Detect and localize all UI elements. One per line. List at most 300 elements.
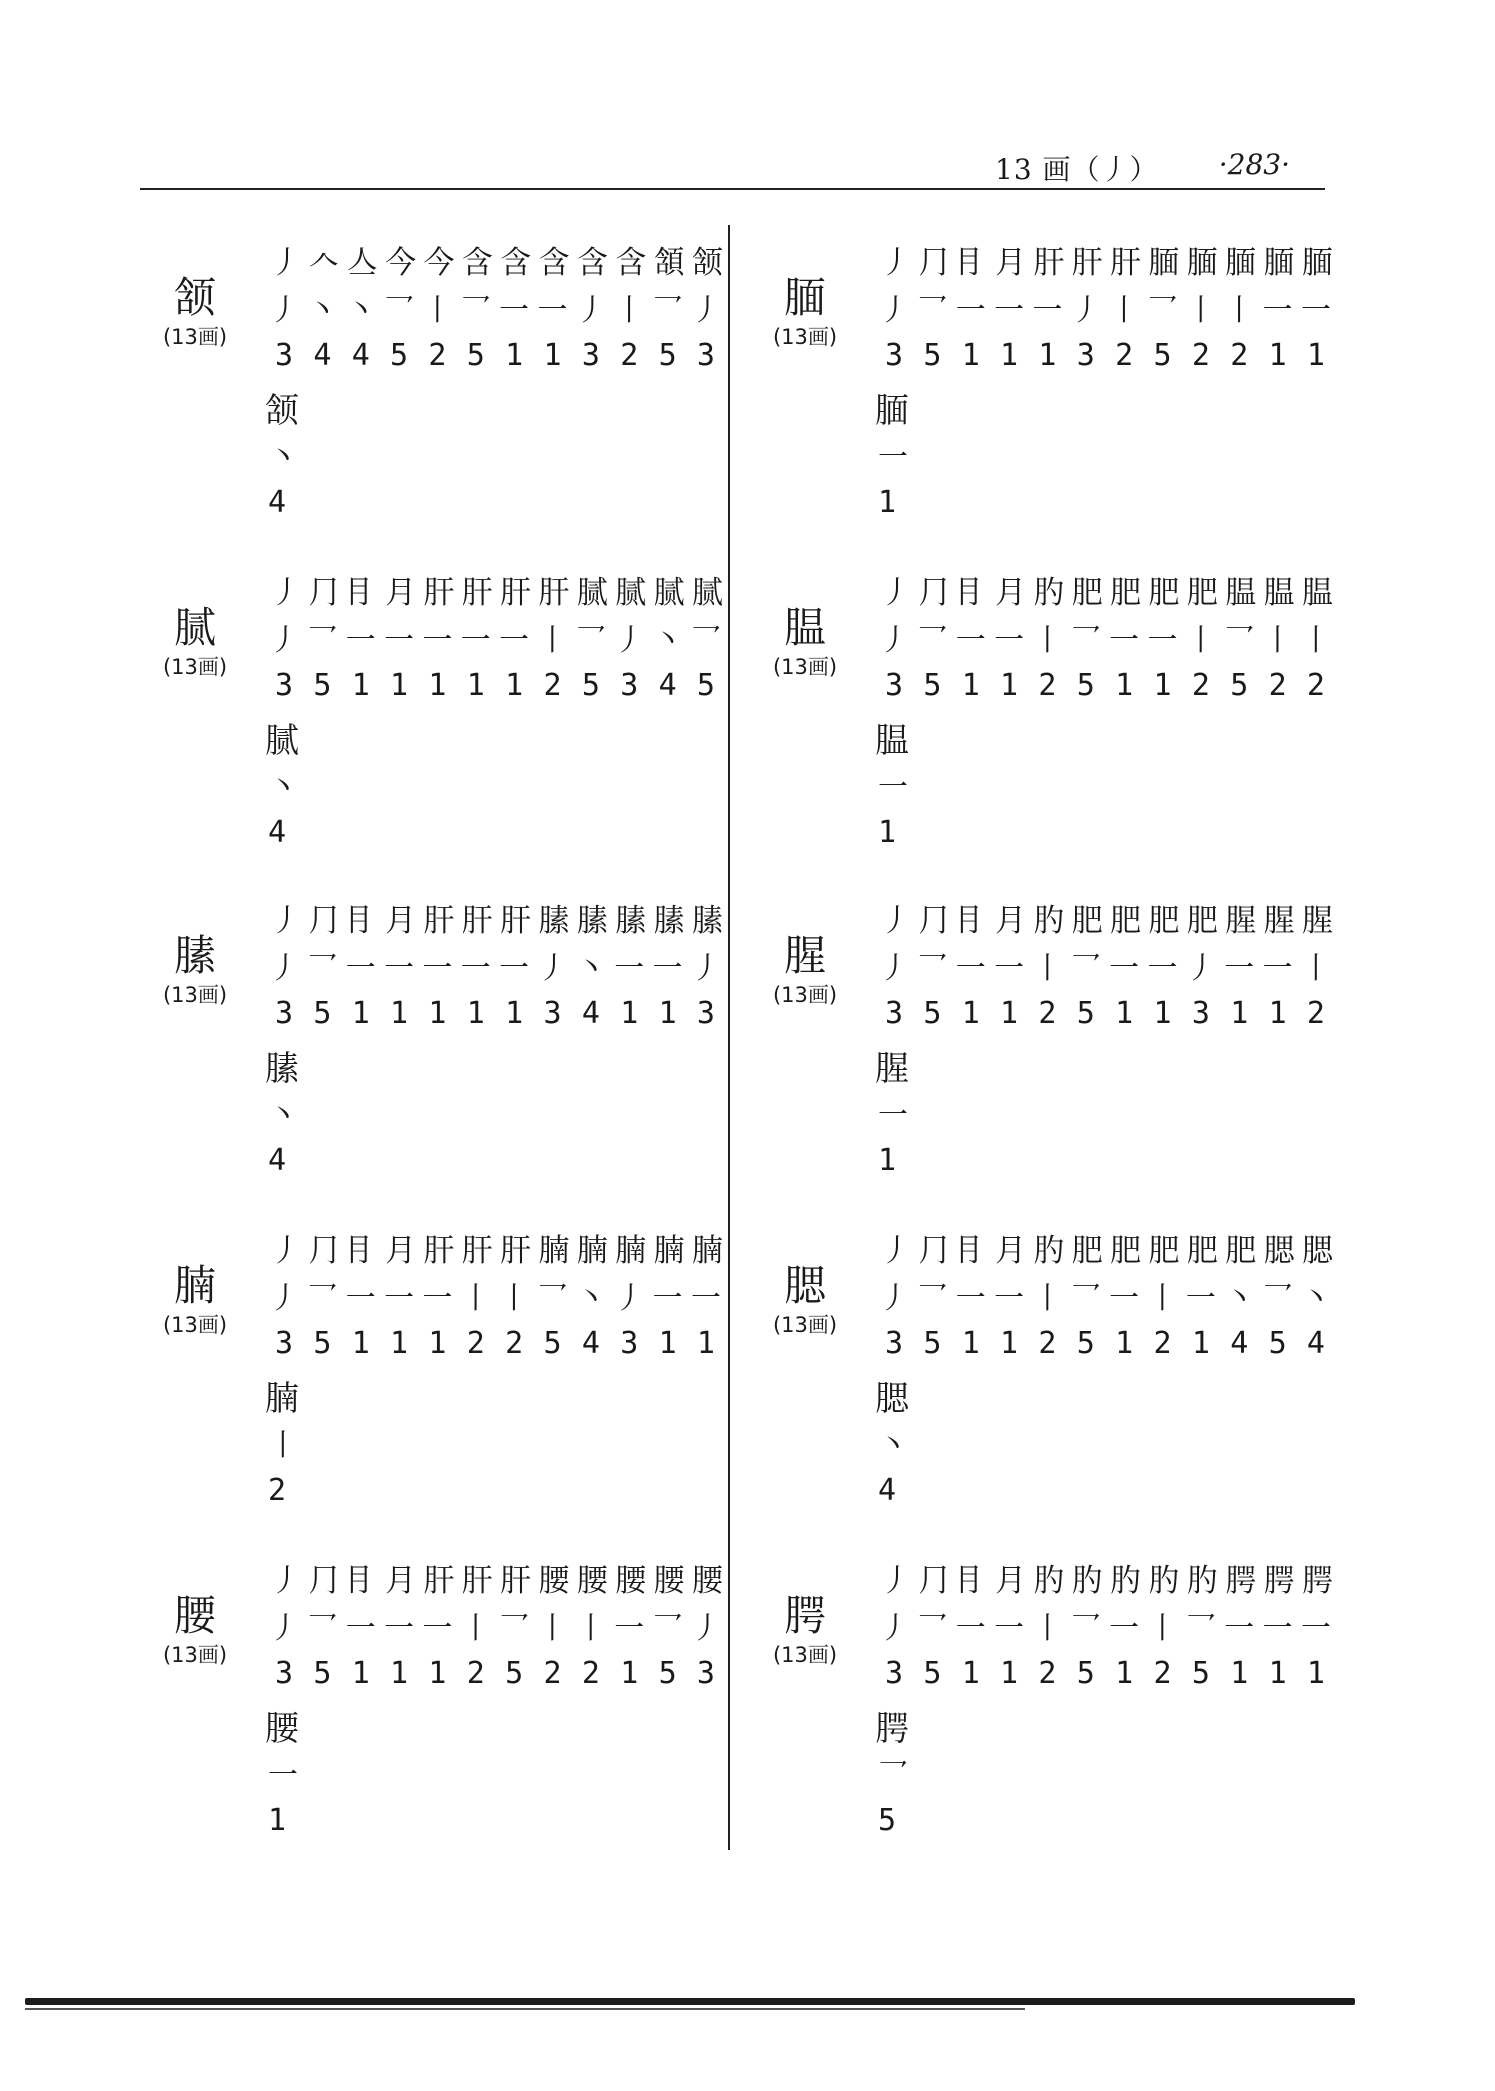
stroke-numbers-cell: 1 — [1153, 996, 1172, 1031]
stroke-shapes-cell: 丿 — [1185, 951, 1216, 986]
stroke-sequence-cell: 肝 — [500, 903, 529, 939]
stroke-shapes-cell: 一 — [652, 1281, 683, 1316]
stroke-shapes-cell: 乛 — [690, 623, 721, 658]
stroke-count-note: (13画) — [162, 325, 228, 349]
stroke-shapes-cell: 丿 — [269, 293, 299, 328]
stroke-numbers-cell: 2 — [428, 338, 447, 373]
stroke-shapes-cell: 乛 — [1147, 293, 1178, 328]
stroke-numbers-cell: 2 — [1306, 668, 1325, 703]
stroke-numbers-cell: 3 — [274, 668, 294, 703]
stroke-shapes-cell: 一 — [345, 623, 376, 658]
stroke-shapes-cell: 乛 — [1070, 951, 1101, 986]
stroke-sequence-cell: 腥 — [1263, 903, 1292, 939]
final-stroke-shape: 丶 — [268, 770, 298, 805]
stroke-numbers — [875, 668, 1335, 703]
stroke-sequence-cell: ⺆ — [918, 903, 947, 939]
stroke-sequence-cell: 月 — [385, 903, 414, 939]
stroke-sequence-cell: 腰 — [615, 1563, 644, 1599]
stroke-shapes-cell: 丨 — [1032, 1611, 1063, 1646]
stroke-shapes-cell: 丨 — [1185, 623, 1216, 658]
stroke-numbers-cell: 5 — [390, 338, 409, 373]
stroke-sequence-cell: 腼 — [1225, 245, 1254, 281]
stroke-shapes-cell: 一 — [955, 951, 986, 986]
stroke-shapes-cell: 乛 — [917, 1611, 948, 1646]
stroke-sequence-cell: 腩 — [576, 1233, 605, 1269]
stroke-numbers-cell: 4 — [581, 996, 600, 1031]
stroke-sequence-cell: 丿 — [270, 1563, 298, 1599]
stroke-shapes-cell: 丨 — [1300, 951, 1331, 986]
stroke-numbers-cell: 1 — [1268, 338, 1287, 373]
stroke-shapes-cell: 乛 — [307, 951, 338, 986]
final-character: 腻 — [265, 721, 299, 761]
final-stroke-shape: 丶 — [268, 440, 298, 475]
stroke-shapes-cell: 丶 — [575, 951, 606, 986]
stroke-sequence-cell: ⺝ — [346, 903, 375, 939]
stroke-shapes — [265, 943, 725, 987]
char-entry — [150, 1223, 730, 1523]
stroke-numbers-cell: 3 — [696, 1656, 715, 1691]
stroke-shapes-cell: 乛 — [1262, 1281, 1293, 1316]
bottom-rule-thin — [25, 2008, 1025, 2010]
stroke-shapes-cell: 一 — [499, 951, 530, 986]
stroke-numbers-cell: 4 — [1306, 1326, 1325, 1361]
stroke-shapes-cell: 一 — [1147, 623, 1178, 658]
stroke-sequence-cell: 肥 — [1110, 903, 1139, 939]
stroke-numbers-cell: 3 — [884, 1326, 904, 1361]
stroke-numbers-cell: 1 — [505, 338, 524, 373]
stroke-numbers-cell: 1 — [1268, 996, 1287, 1031]
stroke-sequence-cell: 丿 — [270, 1233, 298, 1269]
stroke-shapes-cell: 乛 — [1070, 623, 1101, 658]
stroke-numbers-cell: 5 — [923, 1326, 942, 1361]
stroke-numbers-cell: 3 — [581, 338, 600, 373]
stroke-shapes-cell: 一 — [345, 1611, 376, 1646]
stroke-numbers — [265, 668, 725, 703]
stroke-sequence-cell: 丿 — [270, 903, 298, 939]
stroke-numbers-cell: 2 — [581, 1656, 600, 1691]
stroke-numbers-cell: 5 — [313, 996, 332, 1031]
stroke-numbers-cell: 3 — [884, 338, 904, 373]
stroke-sequence-cell: 肥 — [1148, 1233, 1177, 1269]
stroke-sequence-cell: 丿 — [880, 1563, 908, 1599]
stroke-sequence-cell: 肥 — [1110, 575, 1139, 611]
stroke-shapes-cell: 一 — [1147, 951, 1178, 986]
char-entry — [150, 565, 730, 865]
stroke-sequence-cell: 肥 — [1148, 575, 1177, 611]
stroke-shapes-cell: 一 — [1262, 293, 1293, 328]
stroke-shapes-cell: 一 — [384, 1611, 415, 1646]
stroke-numbers-cell: 1 — [1153, 668, 1172, 703]
stroke-shapes-cell: 丨 — [1147, 1611, 1178, 1646]
entry-character: 腩 — [173, 1261, 216, 1310]
stroke-sequence-cell: 丿 — [880, 903, 908, 939]
stroke-shapes-cell: 一 — [499, 293, 530, 328]
stroke-sequence-cell: 肑 — [1148, 1563, 1177, 1599]
stroke-numbers-cell: 3 — [274, 338, 294, 373]
stroke-sequence-cell: 腼 — [1148, 245, 1177, 281]
stroke-shapes-cell: 一 — [345, 951, 376, 986]
stroke-sequence-cell: ⺆ — [918, 245, 947, 281]
stroke-sequence-cell: 腰 — [691, 1563, 720, 1599]
stroke-shapes — [265, 1273, 725, 1317]
stroke-numbers-cell: 2 — [543, 1656, 562, 1691]
stroke-shapes-cell: 一 — [1262, 1611, 1293, 1646]
stroke-sequence — [265, 1555, 725, 1600]
stroke-shapes-cell: 一 — [1262, 951, 1293, 986]
stroke-sequence-cell: 肝 — [500, 1563, 529, 1599]
stroke-shapes-cell: 乛 — [652, 293, 683, 328]
stroke-shapes-cell: 丨 — [1032, 623, 1063, 658]
stroke-numbers-cell: 5 — [1076, 1326, 1095, 1361]
stroke-shapes-cell: 一 — [422, 623, 453, 658]
stroke-numbers — [265, 996, 725, 1031]
stroke-numbers-cell: 4 — [351, 338, 370, 373]
stroke-shapes-cell: 丶 — [345, 293, 376, 328]
stroke-numbers-cell: 5 — [923, 338, 942, 373]
stroke-numbers-cell: 1 — [1230, 1656, 1249, 1691]
stroke-shapes-cell: 一 — [614, 1611, 645, 1646]
stroke-shapes-cell: 一 — [994, 623, 1025, 658]
page-number: ·283· — [1218, 148, 1290, 181]
stroke-shapes-cell: 丿 — [879, 1281, 909, 1316]
stroke-sequence-cell: 月 — [995, 245, 1024, 281]
stroke-sequence-cell: 肝 — [538, 575, 567, 611]
stroke-sequence-cell: 丿 — [880, 1233, 908, 1269]
stroke-shapes-cell: 乛 — [917, 623, 948, 658]
final-character: 膆 — [265, 1049, 299, 1089]
final-stroke-shape: 一 — [878, 1098, 908, 1133]
stroke-numbers — [265, 1656, 725, 1691]
stroke-sequence-cell: 肝 — [423, 575, 452, 611]
stroke-numbers-cell: 1 — [505, 996, 524, 1031]
stroke-numbers-cell: 2 — [1038, 996, 1057, 1031]
stroke-sequence-cell: 亼 — [346, 245, 375, 281]
stroke-shapes-cell: 丨 — [1032, 1281, 1063, 1316]
stroke-sequence-cell: 膆 — [615, 903, 644, 939]
final-stroke-shape: 丶 — [878, 1428, 908, 1463]
stroke-sequence — [265, 1225, 725, 1270]
stroke-shapes-cell: 一 — [994, 293, 1025, 328]
stroke-numbers-cell: 4 — [313, 338, 332, 373]
final-stroke-number: 4 — [268, 815, 287, 850]
stroke-count-note: (13画) — [162, 983, 228, 1007]
stroke-shapes — [265, 1603, 725, 1647]
stroke-sequence-cell: ⺝ — [346, 1233, 375, 1269]
stroke-numbers-cell: 1 — [505, 668, 524, 703]
stroke-shapes-cell: 一 — [422, 1611, 453, 1646]
stroke-sequence-cell: 膆 — [538, 903, 567, 939]
stroke-sequence-cell: 腽 — [1301, 575, 1330, 611]
stroke-numbers-cell: 1 — [1191, 1326, 1210, 1361]
stroke-numbers-cell: 1 — [1115, 996, 1134, 1031]
stroke-numbers — [875, 1326, 1335, 1361]
char-entry — [760, 1553, 1340, 1853]
entry-character: 腰 — [173, 1591, 216, 1640]
stroke-numbers-cell: 2 — [466, 1656, 485, 1691]
stroke-sequence-cell: 肥 — [1148, 903, 1177, 939]
stroke-shapes-cell: 丿 — [269, 1611, 299, 1646]
stroke-numbers-cell: 1 — [696, 1326, 715, 1361]
stroke-numbers-cell: 5 — [1191, 1656, 1210, 1691]
stroke-sequence-cell: 肥 — [1225, 1233, 1254, 1269]
stroke-numbers-cell: 5 — [543, 1326, 562, 1361]
stroke-numbers-cell: 1 — [1000, 996, 1019, 1031]
final-character: 腭 — [875, 1709, 909, 1749]
char-entry — [760, 565, 1340, 865]
stroke-shapes-cell: 乛 — [384, 293, 415, 328]
stroke-shapes-cell: 一 — [499, 623, 530, 658]
char-entry — [150, 893, 730, 1193]
stroke-sequence-cell: 肑 — [1071, 1563, 1100, 1599]
stroke-numbers-cell: 1 — [1115, 668, 1134, 703]
stroke-numbers-cell: 1 — [466, 996, 485, 1031]
entry-character: 腮 — [783, 1261, 826, 1310]
stroke-sequence-cell: 月 — [995, 1563, 1024, 1599]
stroke-numbers-cell: 5 — [313, 1656, 332, 1691]
stroke-sequence-cell: 腰 — [653, 1563, 682, 1599]
stroke-sequence-cell: 肝 — [1033, 245, 1062, 281]
stroke-numbers-cell: 1 — [351, 1656, 370, 1691]
stroke-shapes-cell: 乛 — [917, 293, 948, 328]
stroke-numbers — [875, 1656, 1335, 1691]
stroke-shapes-cell: 一 — [994, 1611, 1025, 1646]
stroke-numbers-cell: 1 — [1038, 338, 1057, 373]
stroke-sequence-cell: ⺆ — [308, 1233, 337, 1269]
stroke-sequence-cell: ⺝ — [346, 575, 375, 611]
stroke-sequence-cell: 膆 — [653, 903, 682, 939]
stroke-shapes-cell: 丶 — [652, 623, 683, 658]
stroke-numbers-cell: 5 — [505, 1656, 524, 1691]
stroke-shapes — [875, 285, 1335, 329]
stroke-sequence-cell: ⺝ — [956, 1233, 985, 1269]
stroke-shapes-cell: 一 — [994, 951, 1025, 986]
char-entry — [760, 893, 1340, 1193]
stroke-shapes-cell: 丿 — [1070, 293, 1101, 328]
stroke-sequence-cell: 丿 — [270, 575, 298, 611]
stroke-shapes-cell: 一 — [422, 1281, 453, 1316]
stroke-shapes-cell: 一 — [384, 623, 415, 658]
stroke-sequence — [875, 1225, 1335, 1270]
stroke-sequence-cell: ⺆ — [918, 1563, 947, 1599]
stroke-shapes-cell: 乛 — [307, 1281, 338, 1316]
stroke-shapes-cell: 乛 — [575, 623, 606, 658]
stroke-sequence-cell: 腩 — [615, 1233, 644, 1269]
stroke-numbers-cell: 1 — [543, 338, 562, 373]
stroke-sequence-cell: 肝 — [500, 1233, 529, 1269]
stroke-sequence-cell: 腥 — [1225, 903, 1254, 939]
stroke-sequence-cell: 腩 — [653, 1233, 682, 1269]
final-character: 腩 — [265, 1379, 299, 1419]
stroke-shapes-cell: 丨 — [460, 1611, 491, 1646]
stroke-sequence-cell: 腮 — [1301, 1233, 1330, 1269]
stroke-sequence — [265, 895, 725, 940]
stroke-sequence-cell: ⺝ — [956, 245, 985, 281]
stroke-numbers-cell: 3 — [543, 996, 562, 1031]
stroke-sequence-cell: 肝 — [500, 575, 529, 611]
stroke-shapes-cell: 丿 — [690, 293, 721, 328]
final-stroke-number: 2 — [268, 1473, 287, 1508]
stroke-numbers-cell: 1 — [961, 338, 980, 373]
stroke-numbers-cell: 4 — [581, 1326, 600, 1361]
stroke-sequence-cell: 腭 — [1301, 1563, 1330, 1599]
stroke-shapes-cell: 一 — [652, 951, 683, 986]
stroke-numbers-cell: 3 — [274, 1326, 294, 1361]
stroke-shapes-cell: 丿 — [269, 1281, 299, 1316]
stroke-numbers-cell: 1 — [466, 668, 485, 703]
stroke-shapes-cell: 一 — [1109, 951, 1140, 986]
char-entry — [760, 1223, 1340, 1523]
stroke-numbers-cell: 1 — [1000, 1656, 1019, 1691]
stroke-numbers-cell: 5 — [923, 1656, 942, 1691]
stroke-numbers-cell: 3 — [620, 668, 639, 703]
stroke-numbers-cell: 5 — [466, 338, 485, 373]
stroke-shapes-cell: 一 — [994, 1281, 1025, 1316]
stroke-shapes-cell: 一 — [384, 951, 415, 986]
stroke-sequence-cell: 肥 — [1186, 903, 1215, 939]
stroke-shapes-cell: 丨 — [499, 1281, 530, 1316]
stroke-shapes-cell: 丿 — [614, 623, 645, 658]
stroke-sequence-cell: 含 — [615, 245, 644, 281]
stroke-sequence-cell: ⺆ — [308, 903, 337, 939]
final-stroke-number: 1 — [878, 1143, 897, 1178]
stroke-numbers-cell: 1 — [961, 996, 980, 1031]
stroke-sequence-cell: 肝 — [1110, 245, 1139, 281]
stroke-sequence-cell: 腻 — [653, 575, 682, 611]
stroke-shapes-cell: 丿 — [879, 623, 909, 658]
stroke-shapes-cell: 乛 — [1224, 623, 1255, 658]
stroke-sequence-cell: 腻 — [691, 575, 720, 611]
stroke-count-note: (13画) — [162, 655, 228, 679]
stroke-shapes-cell: 丨 — [575, 1611, 606, 1646]
stroke-sequence-cell: 肥 — [1071, 1233, 1100, 1269]
stroke-numbers-cell: 2 — [1038, 1326, 1057, 1361]
stroke-sequence-cell: 含 — [576, 245, 605, 281]
stroke-sequence-cell: 含 — [538, 245, 567, 281]
stroke-numbers-cell: 1 — [1000, 1326, 1019, 1361]
stroke-numbers-cell: 1 — [620, 996, 639, 1031]
stroke-sequence-cell: ⺆ — [918, 575, 947, 611]
stroke-sequence-cell: 月 — [995, 903, 1024, 939]
stroke-numbers-cell: 1 — [620, 1656, 639, 1691]
stroke-numbers-cell: 1 — [351, 668, 370, 703]
stroke-shapes-cell: 乛 — [917, 951, 948, 986]
stroke-numbers-cell: 1 — [1306, 1656, 1325, 1691]
stroke-sequence-cell: 腭 — [1225, 1563, 1254, 1599]
stroke-sequence-cell: 腼 — [1301, 245, 1330, 281]
stroke-numbers-cell: 1 — [428, 1326, 447, 1361]
stroke-numbers-cell: 1 — [351, 996, 370, 1031]
final-stroke-shape: 一 — [268, 1758, 298, 1793]
stroke-shapes-cell: 丨 — [1185, 293, 1216, 328]
char-entry — [150, 1553, 730, 1853]
stroke-numbers-cell: 1 — [658, 1326, 677, 1361]
stroke-shapes-cell: 乛 — [917, 1281, 948, 1316]
stroke-sequence-cell: ⺆ — [308, 1563, 337, 1599]
stroke-sequence-cell: 月 — [995, 575, 1024, 611]
stroke-numbers-cell: 3 — [1191, 996, 1210, 1031]
stroke-sequence — [875, 567, 1335, 612]
stroke-sequence-cell: 含 — [500, 245, 529, 281]
stroke-numbers-cell: 1 — [961, 1656, 980, 1691]
stroke-numbers — [265, 338, 725, 373]
char-entry — [150, 235, 730, 535]
stroke-shapes-cell: 一 — [1109, 623, 1140, 658]
stroke-numbers-cell: 3 — [696, 338, 715, 373]
stroke-shapes-cell: 一 — [460, 951, 491, 986]
stroke-numbers-cell: 3 — [1076, 338, 1095, 373]
stroke-sequence-cell: 月 — [385, 575, 414, 611]
stroke-shapes-cell: 一 — [537, 293, 568, 328]
stroke-numbers-cell: 3 — [274, 1656, 294, 1691]
stroke-sequence-cell: 丿 — [270, 245, 298, 281]
stroke-sequence-cell: 肑 — [1033, 903, 1062, 939]
stroke-shapes-cell: 乛 — [1185, 1611, 1216, 1646]
stroke-shapes-cell: 丿 — [690, 951, 721, 986]
stroke-numbers-cell: 2 — [1038, 668, 1057, 703]
stroke-sequence-cell: 今 — [423, 245, 452, 281]
stroke-shapes-cell: 一 — [690, 1281, 721, 1316]
stroke-sequence-cell: 肥 — [1071, 575, 1100, 611]
stroke-shapes-cell: 丨 — [422, 293, 453, 328]
final-stroke-number: 4 — [878, 1473, 897, 1508]
stroke-sequence-cell: 肑 — [1033, 1563, 1062, 1599]
stroke-numbers — [875, 996, 1335, 1031]
bottom-rule — [25, 1998, 1355, 2005]
stroke-shapes-cell: 一 — [955, 623, 986, 658]
stroke-sequence-cell: 肝 — [1071, 245, 1100, 281]
stroke-sequence-cell: 頷 — [653, 245, 682, 281]
stroke-shapes — [265, 615, 725, 659]
stroke-numbers-cell: 2 — [1191, 668, 1210, 703]
final-stroke-shape: 丶 — [268, 1098, 298, 1133]
stroke-numbers-cell: 1 — [428, 996, 447, 1031]
stroke-sequence-cell: 腩 — [691, 1233, 720, 1269]
stroke-numbers-cell: 1 — [351, 1326, 370, 1361]
final-character: 腽 — [875, 721, 909, 761]
final-stroke-number: 1 — [878, 485, 897, 520]
stroke-sequence-cell: 腻 — [576, 575, 605, 611]
stroke-numbers-cell: 2 — [1038, 1656, 1057, 1691]
stroke-numbers-cell: 1 — [1000, 338, 1019, 373]
stroke-sequence-cell: ⺝ — [956, 575, 985, 611]
stroke-sequence-cell: 肥 — [1071, 903, 1100, 939]
stroke-shapes-cell: 乛 — [537, 1281, 568, 1316]
stroke-numbers-cell: 5 — [1230, 668, 1249, 703]
final-character: 颔 — [265, 391, 299, 431]
section-title: 13 画（丿） — [995, 153, 1159, 186]
stroke-numbers-cell: 2 — [543, 668, 562, 703]
stroke-sequence — [875, 237, 1335, 282]
stroke-shapes-cell: 一 — [955, 293, 986, 328]
stroke-numbers-cell: 5 — [658, 338, 677, 373]
stroke-shapes-cell: 丿 — [690, 1611, 721, 1646]
stroke-sequence-cell: 腰 — [576, 1563, 605, 1599]
stroke-numbers-cell: 5 — [1076, 668, 1095, 703]
stroke-shapes-cell: 一 — [1032, 293, 1063, 328]
stroke-sequence-cell: 肝 — [423, 1233, 452, 1269]
char-entry — [760, 235, 1340, 535]
stroke-numbers-cell: 1 — [428, 668, 447, 703]
stroke-shapes — [875, 1273, 1335, 1317]
stroke-shapes-cell: 乛 — [307, 1611, 338, 1646]
entry-character: 膆 — [173, 931, 216, 980]
stroke-shapes-cell: 丨 — [460, 1281, 491, 1316]
final-character: 腼 — [875, 391, 909, 431]
stroke-numbers-cell: 1 — [658, 996, 677, 1031]
stroke-shapes-cell: 丨 — [1147, 1281, 1178, 1316]
stroke-sequence-cell: 肑 — [1110, 1563, 1139, 1599]
stroke-shapes-cell: 丶 — [1300, 1281, 1331, 1316]
